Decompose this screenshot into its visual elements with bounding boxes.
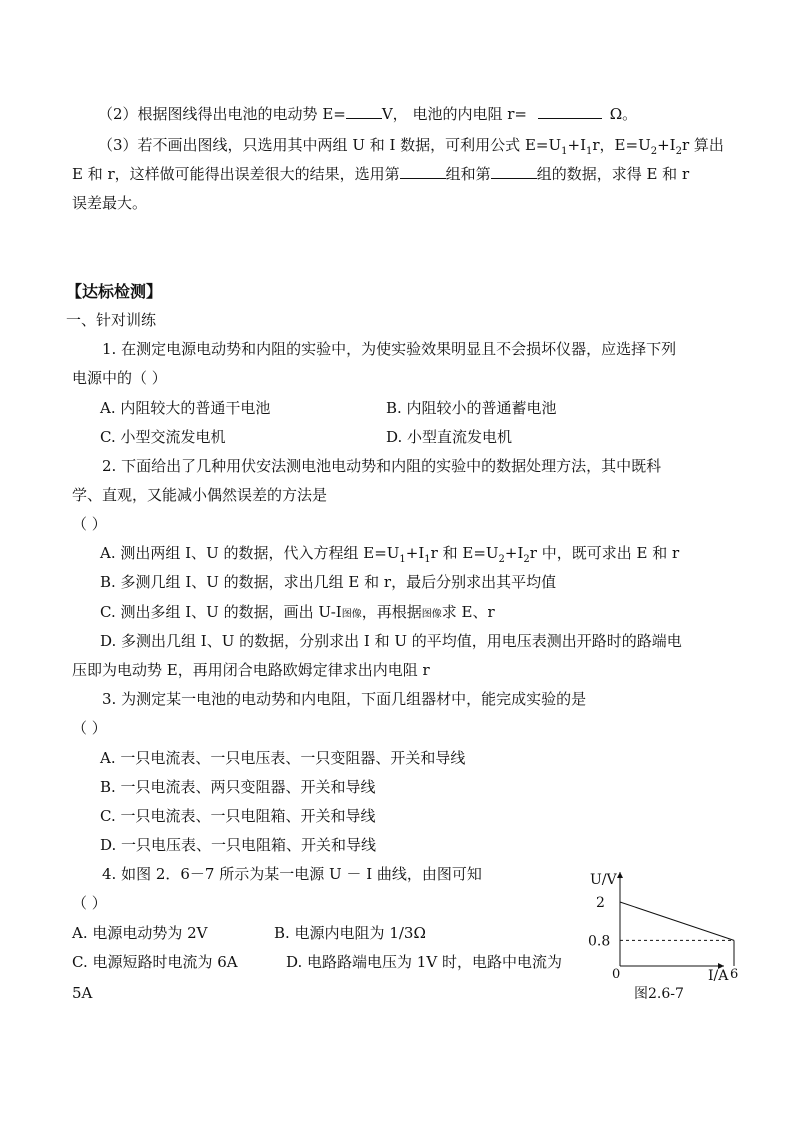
part3-text-d: +I [657, 136, 676, 154]
q2-option-c-text: 求 E、r [441, 603, 495, 621]
q2-stem-line2: 学、直观，又能减小偶然误差的方法是 [72, 486, 328, 504]
part3-text-a: （3）若不画出图线，只选用其中两组 U 和 I 数据，可利用公式 E=U [98, 136, 562, 154]
part3-line2-b: 组和第 [445, 165, 491, 183]
x-axis-label: I/A [708, 968, 729, 984]
subscript: 2 [498, 554, 505, 565]
q3-option-a[interactable]: A. 一只电流表、一只电压表、一只变阻器、开关和导线 [100, 749, 466, 767]
q4-option-c[interactable]: C. 电源短路时电流为 6A [72, 953, 238, 971]
ui-graph [584, 866, 744, 1006]
q1-option-d[interactable]: D. 小型直流发电机 [386, 428, 513, 446]
q2-option-c-small: 图像 [341, 609, 362, 620]
q2-option-a-text: r 和 E=U [430, 544, 499, 562]
q2-answer-paren[interactable]: （ ） [72, 515, 107, 533]
q4-option-d[interactable]: D. 电路路端电压为 1V 时，电路中电流为 [286, 953, 562, 971]
q2-option-c[interactable] [100, 602, 495, 625]
q2-option-c-small: 图像 [421, 609, 442, 620]
q3-option-b[interactable]: B. 一只电流表、两只变阻器、开关和导线 [100, 778, 376, 796]
q2-option-a-text: r 中，既可求出 E 和 r [529, 544, 680, 562]
origin-label: 0 [612, 967, 621, 982]
q2-option-a-text: +I [405, 544, 425, 562]
figure-caption: 图2.6-7 [634, 986, 684, 1002]
q4-stem: 4. 如图 2．6－7 所示为某一电源 U － I 曲线，由图可知 [102, 865, 482, 883]
question-part-3-line2 [72, 164, 689, 184]
subscript: 1 [586, 146, 593, 157]
part2-text-b: V， 电池的内电阻 r= [381, 105, 527, 123]
y-tick-label: 0.8 [588, 933, 611, 950]
q2-option-a[interactable] [100, 543, 679, 563]
q1-option-a[interactable]: A. 内阻较大的普通干电池 [100, 399, 271, 417]
section-subtitle: 一、针对训练 [66, 311, 157, 329]
part3-line2-c: 组的数据，求得 E 和 r [536, 165, 690, 183]
question-part-3-line3: 误差最大。 [72, 194, 148, 212]
question-part-3-line1 [98, 135, 724, 155]
subscript: 2 [675, 146, 682, 157]
subscript: 2 [523, 554, 530, 565]
q1-option-b[interactable]: B. 内阻较小的普通蓄电池 [386, 399, 557, 417]
emf-blank[interactable] [346, 104, 382, 119]
section-title: 【达标检测】 [66, 282, 163, 301]
q4-option-a[interactable]: A. 电源电动势为 2V [72, 924, 208, 942]
subscript: 1 [399, 554, 406, 565]
q4-option-d-line2: 5A [72, 984, 93, 1002]
x-tick-label: 6 [730, 967, 739, 982]
q2-option-c-text: C. 测出多组 I、U 的数据，画出 U-I [100, 603, 342, 621]
resistance-blank[interactable] [538, 104, 602, 119]
q1-stem-line2: 电源中的（ ） [72, 369, 167, 387]
q2-option-c-text: ，再根据 [361, 603, 422, 621]
q4-answer-paren[interactable]: （ ） [72, 894, 107, 912]
part3-text-c: r，E=U [592, 136, 651, 154]
q3-option-c[interactable]: C. 一只电流表、一只电阻箱、开关和导线 [100, 807, 376, 825]
q4-option-b[interactable]: B. 电源内电阻为 1/3Ω [274, 924, 426, 942]
question-part-2 [98, 104, 637, 124]
y-axis-label: U/V [590, 872, 617, 888]
q2-stem-line1: 2. 下面给出了几种用伏安法测电池电动势和内阻的实验中的数据处理方法，其中既科 [102, 457, 662, 475]
y-tick-label: 2 [596, 895, 605, 911]
group-blank-1[interactable] [400, 164, 446, 179]
q3-option-d[interactable]: D. 一只电压表、一只电阻箱、开关和导线 [100, 836, 377, 854]
q2-option-b[interactable]: B. 多测几组 I、U 的数据，求出几组 E 和 r，最后分别求出其平均值 [100, 573, 557, 591]
part3-line2-a: E 和 r，这样做可能得出误差很大的结果，选用第 [72, 165, 400, 183]
q2-option-d-line1[interactable]: D. 多测出几组 I、U 的数据，分别求出 I 和 U 的平均值，用电压表测出开路时的路端电 [100, 632, 682, 650]
q2-option-a-text: +I [504, 544, 524, 562]
ui-line [620, 902, 734, 940]
group-blank-2[interactable] [491, 164, 537, 179]
subscript: 1 [561, 146, 568, 157]
q3-stem: 3. 为测定某一电池的电动势和内电阻，下面几组器材中，能完成实验的是 [102, 690, 587, 708]
q1-option-c[interactable]: C. 小型交流发电机 [100, 428, 226, 446]
q2-option-a-text: A. 测出两组 I、U 的数据，代入方程组 E=U [100, 544, 400, 562]
part2-text-a: （2）根据图线得出电池的电动势 E= [98, 105, 346, 123]
part2-text-c: Ω。 [609, 105, 638, 123]
part3-text-e: r 算出 [681, 136, 724, 154]
part3-text-b: +I [567, 136, 586, 154]
subscript: 2 [650, 146, 658, 157]
q3-answer-paren[interactable]: （ ） [72, 719, 107, 737]
q1-stem-line1: 1. 在测定电源电动势和内阻的实验中，为使实验效果明显且不会损坏仪器，应选择下列 [102, 340, 677, 358]
subscript: 1 [424, 554, 431, 565]
q2-option-d-line2: 压即为电动势 E，再用闭合电路欧姆定律求出内电阻 r [72, 661, 430, 679]
